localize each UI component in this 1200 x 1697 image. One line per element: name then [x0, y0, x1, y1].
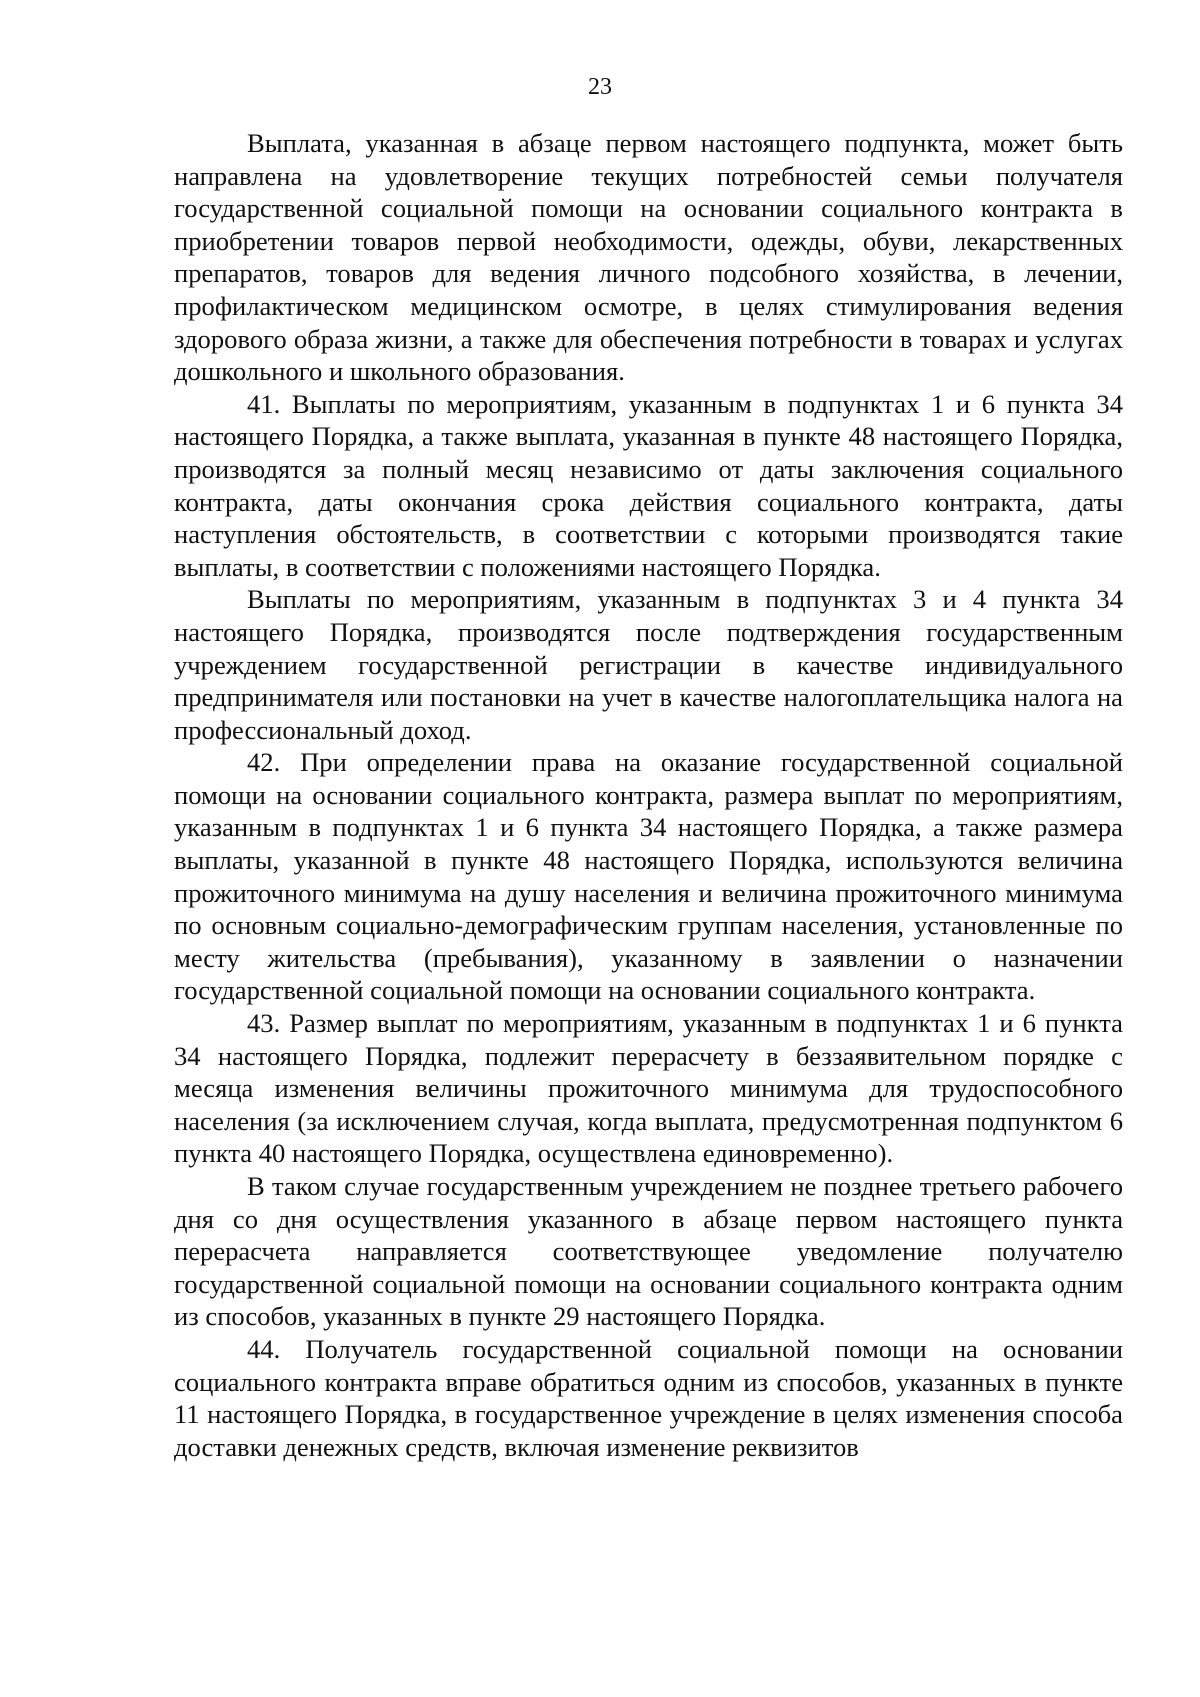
paragraph-payment-purpose: Выплата, указанная в абзаце первом настоящего подпункта, может быть направлена на удовлетворение текущих потребностей семьи получателя государственной социальной помощи на основании социального контракта в приобретении товаров первой необходимости, одежды, обуви, лекарственных препаратов, товаров для ведения личного подсобного хозяйства, в лечении, профилактическом медицинском осмотре, в целях стимулирования ведения здорового образа жизни, а также для обеспечения потребности в товарах и услугах дошкольного и школьного образования.: [174, 128, 1123, 387]
paragraph-item-42: 42. При определении права на оказание государственной социальной помощи на основании социального контракта, размера выплат по мероприятиям, указанным в подпунктах 1 и 6 пункта 34 настоящего Порядка, а также размера выплаты, указанной в пункте 48 настоящего Порядка, используются величина прожиточного минимума на душу населения и величина прожиточного минимума по основным социально-демографическим группам населения, установленные по месту жительства (пребывания), указанному в заявлении о назначении государственной социальной помощи на основании социального контракта.: [174, 747, 1123, 1006]
document-body: [174, 127, 1123, 1463]
paragraph-item-43-notification: В таком случае государственным учреждением не позднее третьего рабочего дня со дня осуществления указанного в абзаце первом настоящего пункта перерасчета направляется соответствующее уведомление получателю государственной социальной помощи на основании социального контракта одним из способов, указанных в пункте 29 настоящего Порядка.: [174, 1171, 1123, 1332]
paragraph-item-41-payments-3-4: Выплаты по мероприятиям, указанным в подпунктах 3 и 4 пункта 34 настоящего Порядка, производятся после подтверждения государственным учреждением государственной регистрации в качестве индивидуального предпринимателя или постановки на учет в качестве налогоплательщика налога на профессиональный доход.: [174, 584, 1123, 745]
paragraph-item-43: 43. Размер выплат по мероприятиям, указанным в подпунктах 1 и 6 пункта 34 настоящего Порядка, подлежит перерасчету в беззаявительном порядке с месяца изменения величины прожиточного минимума для трудоспособного населения (за исключением случая, когда выплата, предусмотренная подпунктом 6 пункта 40 настоящего Порядка, осуществлена единовременно).: [174, 1008, 1123, 1169]
paragraph-item-41: 41. Выплаты по мероприятиям, указанным в подпунктах 1 и 6 пункта 34 настоящего Порядка, а также выплата, указанная в пункте 48 настоящего Порядка, производятся за полный месяц независимо от даты заключения социального контракта, даты окончания срока действия социального контракта, даты наступления обстоятельств, в соответствии с которыми производятся такие выплаты, в соответствии с положениями настоящего Порядка.: [174, 388, 1123, 582]
page-number: 23: [588, 74, 612, 100]
paragraph-item-44: 44. Получатель государственной социальной помощи на основании социального контракта вправе обратиться одним из способов, указанных в пункте 11 настоящего Порядка, в государственное учреждение в целях изменения способа доставки денежных средств, включая изменение реквизитов: [174, 1333, 1123, 1462]
